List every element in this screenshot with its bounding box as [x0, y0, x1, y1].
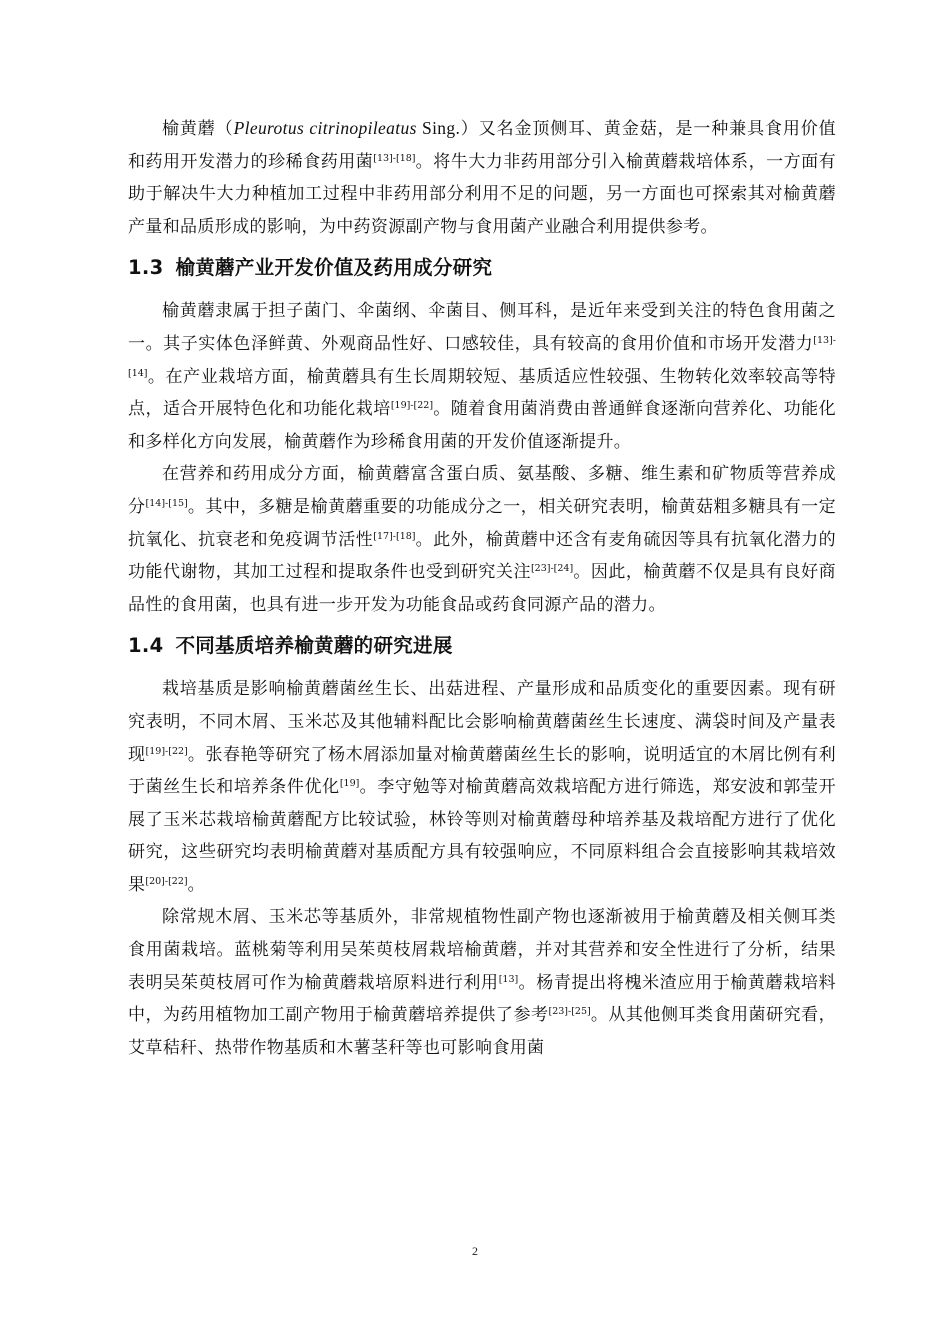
species-authority: Sing.	[416, 118, 461, 138]
page-body	[128, 112, 836, 1064]
paragraph-byproducts	[128, 901, 836, 1064]
citation: [14]-[15]	[145, 497, 188, 509]
citation: [19]	[339, 778, 360, 790]
text-run: 栽培基质是影响榆黄蘑菌丝生长、出菇进程、产量形成和品质变化的重要因素。现有研究表明，不同木屑、玉米芯及其他辅料配比会影响榆黄蘑菌丝生长速度、满袋时间及产量表现	[128, 679, 836, 765]
citation: [20]-[22]	[145, 875, 188, 887]
citation: [17]-[18]	[373, 530, 416, 542]
paragraph-substrate	[128, 673, 836, 901]
text-run: 。李守勉等对榆黄蘑高效栽培配方进行筛选，郑安波和郭莹开展了玉米芯栽培榆黄蘑配方比较试验，林铃等则对榆黄蘑母种培养基及栽培配方进行了优化研究，这些研究均表明榆黄蘑对基质配方具有较强响应，不同原料组合会直接影响其栽培效果	[128, 777, 836, 895]
text-run: 。因此，榆黄蘑不仅是具有良好商品性的食用菌，也具有进一步开发为功能食品或药食同源产品的潜力。	[128, 562, 836, 615]
citation: [23]-[25]	[548, 1006, 591, 1018]
text-run: 。杨青提出将槐米渣应用于榆黄蘑栽培料中，为药用植物加工副产物用于榆黄蘑培养提供了参考	[128, 972, 836, 1026]
text-run: 。随着食用菌消费由普通鲜食逐渐向营养化、功能化和多样化方向发展，榆黄蘑作为珍稀食用菌的开发价值逐渐提升。	[128, 399, 836, 452]
text-run: 榆黄蘑隶属于担子菌门、伞菌纲、伞菌目、侧耳科，是近年来受到关注的特色食用菌之一。其子实体色泽鲜黄、外观商品性好、口感较佳，具有较高的食用价值和市场开发潜力	[128, 301, 836, 354]
paragraph-taxonomy	[128, 295, 836, 458]
section-title: 不同基质培养榆黄蘑的研究进展	[175, 634, 453, 658]
text-run: 。在产业栽培方面，榆黄蘑具有生长周期较短、基质适应性较强、生物转化效率较高等特点，适合开展特色化和功能化栽培	[128, 366, 836, 420]
citation: [23]-[24]	[530, 563, 574, 575]
section-number: 1.4	[128, 634, 164, 658]
section-number: 1.3	[128, 256, 164, 280]
text-run: 在营养和药用成分方面，榆黄蘑富含蛋白质、氨基酸、多糖、维生素和矿物质等营养成分	[128, 464, 836, 517]
section-heading-1-4	[128, 631, 836, 661]
text-run: ）又名金顶侧耳、黄金菇，是一种兼具食用价值和药用开发潜力的珍稀食药用菌	[128, 119, 836, 172]
section-heading-1-3	[128, 253, 836, 283]
citation: [19]-[22]	[390, 400, 434, 412]
text-run: 。张春艳等研究了杨木屑添加量对榆黄蘑菌丝生长的影响，说明适宜的木屑比例有利于菌丝生长和培养条件优化	[128, 744, 836, 798]
citation: [13]	[498, 973, 519, 985]
text-run: 。此外，榆黄蘑中还含有麦角硫因等具有抗氧化潜力的功能代谢物，其加工过程和提取条件也受到研究关注	[128, 529, 836, 583]
section-title: 榆黄蘑产业开发价值及药用成分研究	[175, 256, 493, 280]
text-run: 。从其他侧耳类食用菌研究看，艾草秸秆、热带作物基质和木薯茎秆等也可影响食用菌	[128, 1005, 836, 1058]
text-run: 榆黄蘑（	[162, 119, 234, 139]
citation: [19]-[22]	[145, 745, 188, 757]
citation: [13]-[14]	[128, 334, 836, 379]
citation: [13]-[18]	[373, 152, 416, 164]
text-run: 。其中，多糖是榆黄蘑重要的功能成分之一，相关研究表明，榆黄菇粗多糖具有一定抗氧化、抗衰老和免疫调节活性	[128, 496, 836, 550]
paragraph-nutrition	[128, 458, 836, 621]
text-run: 。	[187, 874, 205, 895]
text-run: 。将牛大力非药用部分引入榆黄蘑栽培体系，一方面有助于解决牛大力种植加工过程中非药用部分利用不足的问题，另一方面也可探索其对榆黄蘑产量和品质形成的影响，为中药资源副产物与食用菌产业融合利用提供参考。	[128, 151, 836, 237]
page-number: 2	[472, 1244, 478, 1258]
paragraph-intro	[128, 112, 836, 243]
text-run: 除常规木屑、玉米芯等基质外，非常规植物性副产物也逐渐被用于榆黄蘑及相关侧耳类食用菌栽培。蓝桃菊等利用吴茱萸枝屑栽培榆黄蘑，并对其营养和安全性进行了分析，结果表明吴茱萸枝屑可作为榆黄蘑栽培原料进行利用	[128, 907, 836, 993]
species-name: Pleurotus citrinopileatus	[233, 118, 417, 138]
